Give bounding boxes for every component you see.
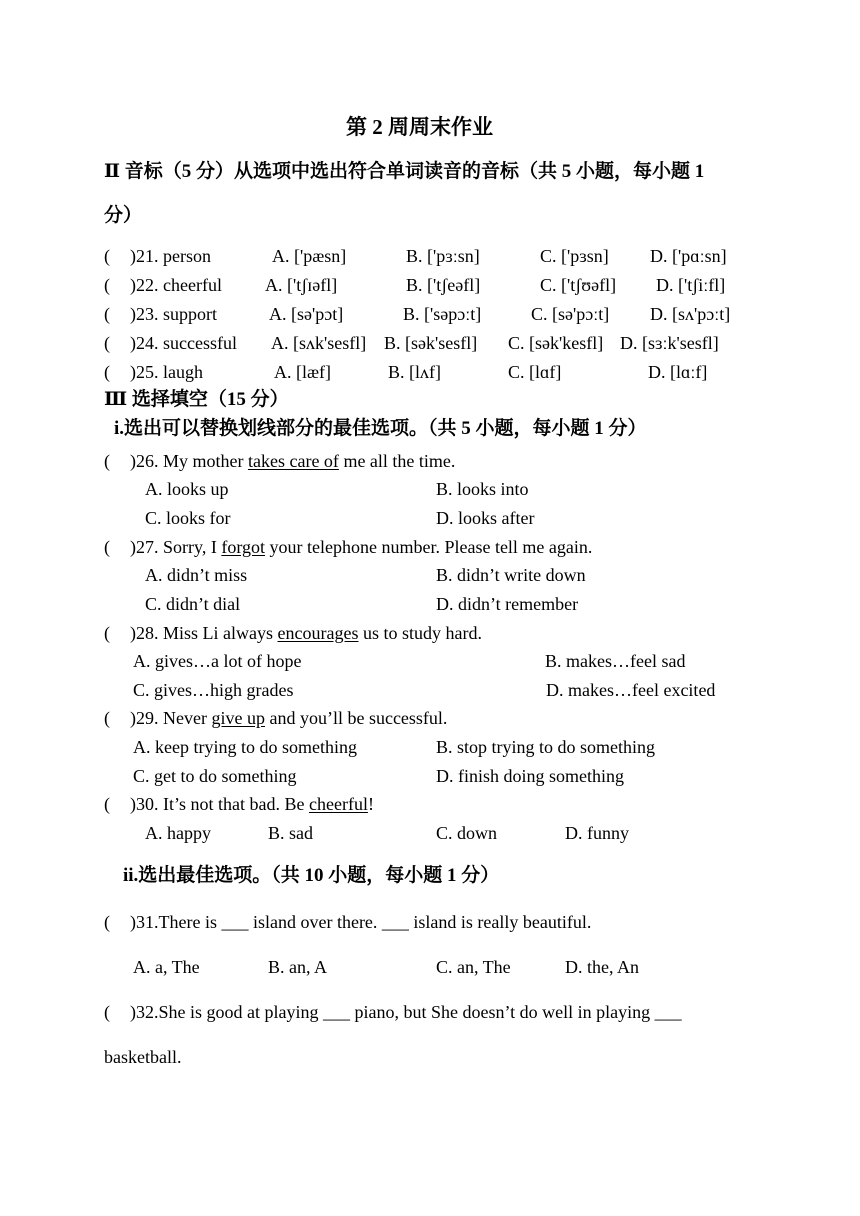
option-d: D. makes…feel excited: [546, 680, 716, 700]
option-b: B. looks into: [436, 479, 529, 499]
option-a: A. happy: [145, 823, 211, 843]
answer-paren[interactable]: (: [104, 623, 110, 643]
stem-text: )27. Sorry, I: [130, 537, 222, 557]
answer-paren[interactable]: (: [104, 1002, 110, 1022]
option-d: D. looks after: [436, 508, 535, 528]
underlined-phrase: encourages: [277, 623, 359, 643]
option-b: B. didn’t write down: [436, 565, 586, 585]
question-stem: )22. cheerful: [130, 275, 222, 295]
option-c: C. down: [436, 823, 498, 843]
stem-text: me all the time.: [338, 451, 456, 471]
option-c: C. [sək'kesfl]: [508, 333, 604, 353]
option-b: B. stop trying to do something: [436, 737, 656, 757]
section-2-heading: Ⅱ 音标（5 分）从选项中选出符合单词读音的音标（共 5 小题，每小题 1: [104, 161, 705, 182]
answer-paren[interactable]: (: [104, 537, 110, 557]
stem-text: )28. Miss Li always: [130, 623, 278, 643]
option-d: D. the, An: [565, 957, 639, 977]
answer-paren[interactable]: (: [104, 275, 110, 295]
option-a: A. [læf]: [274, 362, 331, 382]
option-d: D. ['tʃiːfl]: [656, 275, 726, 295]
option-d: D. didn’t remember: [436, 594, 579, 614]
option-b: B. an, A: [268, 957, 328, 977]
question-stem: [130, 450, 455, 472]
option-b: B. [lʌf]: [388, 362, 441, 382]
option-a: A. a, The: [133, 957, 200, 977]
option-c: C. ['tʃʊəfl]: [540, 275, 617, 295]
part-1-heading: i.选出可以替换划线部分的最佳选项。（共 5 小题，每小题 1 分）: [114, 418, 647, 439]
question-stem: )24. successful: [130, 333, 237, 353]
option-a: A. looks up: [145, 479, 229, 499]
stem-text: and you’ll be successful.: [264, 708, 448, 728]
question-stem: [130, 622, 482, 644]
answer-paren[interactable]: (: [104, 246, 110, 266]
option-a: A. [sə'pɔt]: [269, 304, 344, 324]
option-c: C. [sə'pɔːt]: [531, 304, 610, 324]
section-3-heading: Ⅲ 选择填空（15 分）: [104, 389, 289, 410]
question-stem: [130, 793, 374, 815]
option-b: B. ['səpɔːt]: [403, 304, 482, 324]
answer-paren[interactable]: (: [104, 451, 110, 471]
underlined-phrase: cheerful: [308, 794, 368, 814]
underlined-phrase: forgot: [221, 537, 265, 557]
option-d: D. ['pɑːsn]: [650, 246, 727, 266]
question-stem: [130, 536, 592, 558]
question-stem: )21. person: [130, 246, 211, 266]
option-a: A. keep trying to do something: [133, 737, 357, 757]
answer-paren[interactable]: (: [104, 708, 110, 728]
question-stem: )25. laugh: [130, 362, 203, 382]
option-d: D. finish doing something: [436, 766, 624, 786]
option-b: B. ['pɜːsn]: [406, 246, 480, 266]
option-a: A. didn’t miss: [145, 565, 248, 585]
stem-text: us to study hard.: [358, 623, 482, 643]
option-d: D. funny: [565, 823, 629, 843]
answer-paren[interactable]: (: [104, 304, 110, 324]
option-c: C. didn’t dial: [145, 594, 241, 614]
question-stem: )31.There is ___ island over there. ___ island is really beautiful.: [130, 912, 592, 932]
stem-text: your telephone number. Please tell me again.: [265, 537, 593, 557]
stem-text: !: [367, 794, 374, 814]
option-b: B. ['tʃeəfl]: [406, 275, 481, 295]
option-b: B. [sək'sesfl]: [384, 333, 478, 353]
answer-paren[interactable]: (: [104, 794, 110, 814]
answer-paren[interactable]: (: [104, 333, 110, 353]
option-b: B. makes…feel sad: [545, 651, 686, 671]
option-d: D. [sɜːk'sesfl]: [620, 333, 719, 353]
option-a: A. ['pæsn]: [272, 246, 347, 266]
option-b: B. sad: [268, 823, 313, 843]
question-stem: [130, 707, 447, 729]
underlined-phrase: give up: [211, 708, 265, 728]
option-a: A. ['tʃɪəfl]: [265, 275, 338, 295]
option-c: C. an, The: [436, 957, 511, 977]
option-c: C. [lɑf]: [508, 362, 562, 382]
option-d: D. [sʌ'pɔːt]: [650, 304, 731, 324]
part-2-heading: ii.选出最佳选项。（共 10 小题，每小题 1 分）: [123, 865, 500, 886]
question-stem-cont: basketball.: [104, 1047, 182, 1067]
page-title: 第 2 周周末作业: [346, 115, 493, 139]
option-c: C. gives…high grades: [133, 680, 294, 700]
option-d: D. [lɑːf]: [648, 362, 708, 382]
question-stem: )23. support: [130, 304, 217, 324]
question-stem: )32.She is good at playing ___ piano, but She doesn’t do well in playing ___: [130, 1002, 682, 1022]
stem-text: )30. It’s not that bad. Be: [130, 794, 309, 814]
answer-paren[interactable]: (: [104, 362, 110, 382]
option-a: A. [sʌk'sesfl]: [271, 333, 367, 353]
option-c: C. ['pɜsn]: [540, 246, 609, 266]
option-a: A. gives…a lot of hope: [133, 651, 302, 671]
answer-paren[interactable]: (: [104, 912, 110, 932]
underlined-phrase: takes care of: [247, 451, 339, 471]
stem-text: )29. Never: [130, 708, 212, 728]
option-c: C. looks for: [145, 508, 231, 528]
section-2-heading-cont: 分）: [104, 205, 143, 226]
stem-text: )26. My mother: [130, 451, 248, 471]
option-c: C. get to do something: [133, 766, 297, 786]
